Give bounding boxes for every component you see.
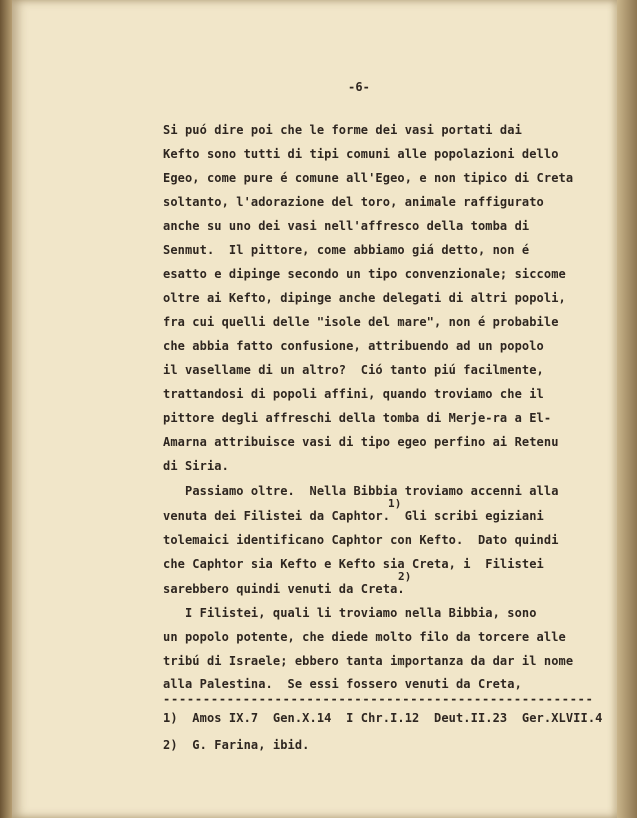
body-line: soltanto, l'adorazione del toro, animale raffigurato — [163, 195, 544, 209]
body-line: venuta dei Filistei da Caphtor. Gli scribi egiziani — [163, 509, 544, 523]
body-line: esatto e dipinge secondo un tipo convenzionale; siccome — [163, 267, 566, 281]
body-line: che abbia fatto confusione, attribuendo ad un popolo — [163, 339, 544, 353]
page-stack-edge — [617, 0, 637, 818]
body-line: di Siria. — [163, 459, 229, 473]
body-line: trattandosi di popoli affini, quando troviamo che il — [163, 387, 544, 401]
body-line: oltre ai Kefto, dipinge anche delegati di altri popoli, — [163, 291, 566, 305]
page-number: -6- — [348, 80, 370, 94]
footnote-marker: 2) — [398, 570, 412, 583]
footnote-separator: ------------------------------------------------------ — [163, 692, 594, 706]
body-line: Egeo, come pure é comune all'Egeo, e non tipico di Creta — [163, 171, 574, 185]
body-line: Kefto sono tutti di tipi comuni alle popolazioni dello — [163, 147, 559, 161]
body-line: tribú di Israele; ebbero tanta importanza da dar il nome — [163, 654, 574, 668]
body-line: Passiamo oltre. Nella Bibbia troviamo accenni alla — [185, 484, 559, 498]
body-line: sarebbero quindi venuti da Creta. — [163, 582, 405, 596]
binding-edge — [0, 0, 12, 818]
body-line: anche su uno dei vasi nell'affresco della tomba di — [163, 219, 530, 233]
body-line: che Caphtor sia Kefto e Kefto sia Creta, i Filistei — [163, 557, 544, 571]
body-line: il vasellame di un altro? Ció tanto piú facilmente, — [163, 363, 544, 377]
body-line: alla Palestina. Se essi fossero venuti da Creta, — [163, 677, 522, 691]
body-line: Si puó dire poi che le forme dei vasi portati dai — [163, 123, 522, 137]
footnote: 1) Amos IX.7 Gen.X.14 I Chr.I.12 Deut.II.23 Ger.XLVII.4 — [163, 711, 603, 725]
body-line: pittore degli affreschi della tomba di Merje-ra a El- — [163, 411, 552, 425]
footnote-marker: 1) — [388, 497, 402, 510]
body-line: un popolo potente, che diede molto filo da torcere alle — [163, 630, 566, 644]
body-line: tolemaici identificano Caphtor con Kefto. Dato quindi — [163, 533, 559, 547]
body-line: I Filistei, quali li troviamo nella Bibbia, sono — [185, 606, 537, 620]
footnote: 2) G. Farina, ibid. — [163, 738, 310, 752]
body-line: fra cui quelli delle "isole del mare", non é probabile — [163, 315, 559, 329]
body-line: Senmut. Il pittore, come abbiamo giá detto, non é — [163, 243, 530, 257]
body-line: Amarna attribuisce vasi di tipo egeo perfino ai Retenu — [163, 435, 559, 449]
